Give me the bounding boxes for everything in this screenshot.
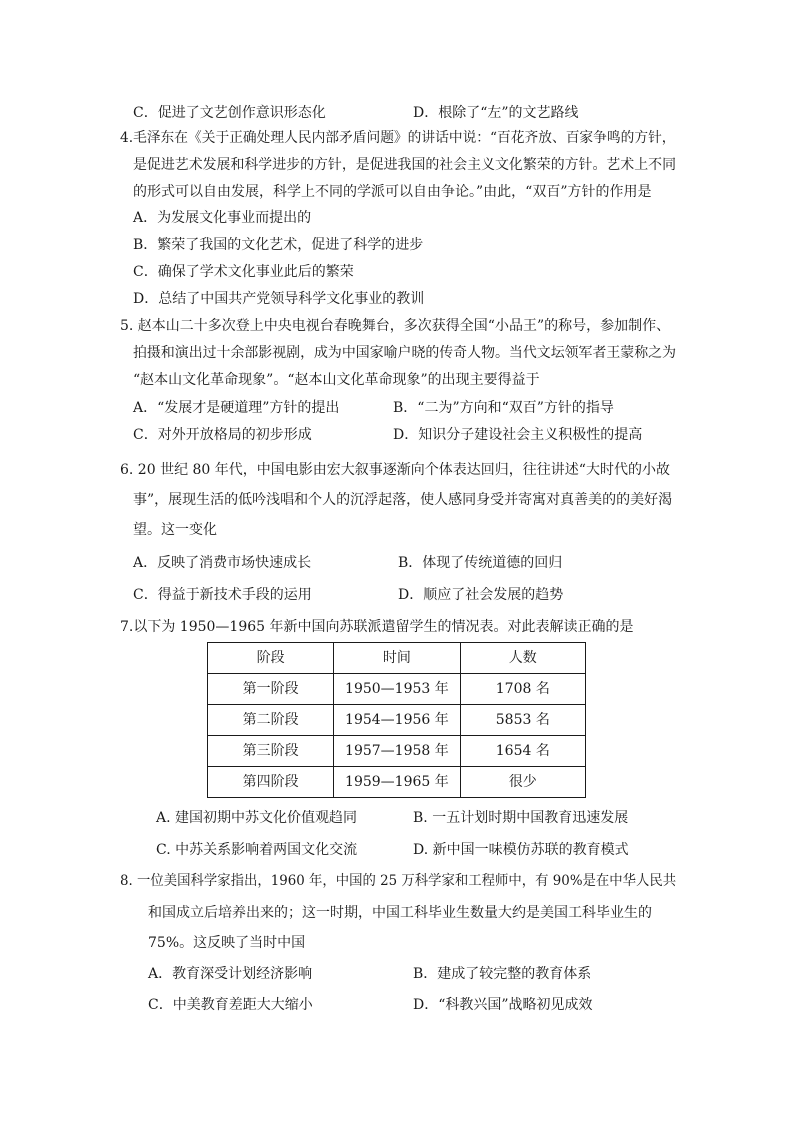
table-cell-period: 1957—1958 年	[334, 736, 460, 767]
q3-option-c: C．促进了文艺创作意识形态化	[133, 105, 326, 121]
table-row	[208, 705, 586, 736]
q8-stem-line-2: 和国成立后培养出来的；这一时期，中国工科毕业生数量大约是美国工科毕业生的	[148, 905, 652, 921]
q6-option-b: B．体现了传统道德的回归	[398, 555, 563, 571]
table-cell-period: 1959—1965 年	[334, 767, 460, 798]
q5-stem-line-1: 5. 赵本山二十多次登上中央电视台春晚舞台，多次获得全国“小品王”的称号，参加制作、	[120, 318, 671, 334]
q7-option-c: C. 中苏关系影响着两国文化交流	[156, 842, 358, 858]
q6-stem-line-2: 事”，展现生活的低吟浅唱和个人的沉浮起落，使人感同身受并寄寓对真善美的的美好渴	[133, 492, 673, 508]
q8-option-c: C．中美教育差距大大缩小	[148, 997, 313, 1013]
q4-option-b: B．繁荣了我国的文化艺术，促进了科学的进步	[133, 237, 424, 253]
q8-stem-line-1: 8. 一位美国科学家指出，1960 年，中国的 25 万科学家和工程师中，有 90%是在中华人民共	[120, 873, 677, 889]
q6-stem-line-3: 望。这一变化	[133, 522, 217, 538]
q5-stem-line-3: “赵本山文化革命现象”。“赵本山文化革命现象”的出现主要得益于	[133, 372, 540, 388]
q4-stem-line-3: 的形式可以自由发展，科学上不同的学派可以自由争论。”由此，“双百”方针的作用是	[133, 184, 652, 200]
table-row	[208, 767, 586, 798]
table-cell-count: 5853 名	[460, 705, 585, 736]
q4-option-c: C．确保了学术文化事业此后的繁荣	[133, 264, 354, 280]
q8-stem-line-3: 75%。这反映了当时中国	[148, 935, 306, 951]
q7-stem: 7.以下为 1950—1965 年新中国向苏联派遣留学生的情况表。对此表解读正确的是	[120, 619, 634, 635]
q4-option-a: A．为发展文化事业而提出的	[133, 210, 312, 226]
table-cell-stage: 第二阶段	[208, 705, 334, 736]
table-cell-stage: 第三阶段	[208, 736, 334, 767]
table-row	[208, 674, 586, 705]
table-header-cell: 时间	[334, 643, 460, 674]
q8-option-b: B．建成了较完整的教育体系	[413, 966, 592, 982]
table-row	[208, 736, 586, 767]
q5-option-b: B．“二为”方向和“双百”方针的指导	[393, 400, 614, 416]
q5-option-d: D．知识分子建设社会主义积极性的提高	[393, 427, 643, 443]
table-cell-count: 1708 名	[460, 674, 585, 705]
table-header-cell: 阶段	[208, 643, 334, 674]
q6-option-a: A．反映了消费市场快速成长	[133, 555, 312, 571]
q7-option-b: B. 一五计划时期中国教育迅速发展	[413, 810, 629, 826]
q8-option-a: A．教育深受计划经济影响	[148, 966, 313, 982]
table-cell-count: 1654 名	[460, 736, 585, 767]
q6-option-d: D．顺应了社会发展的趋势	[398, 587, 564, 603]
table-header-cell: 人数	[460, 643, 585, 674]
table-cell-count: 很少	[460, 767, 585, 798]
table-cell-stage: 第一阶段	[208, 674, 334, 705]
q5-stem-line-2: 拍摄和演出过十余部影视剧，成为中国家喻户晓的传奇人物。当代文坛领军者王蒙称之为	[133, 345, 676, 361]
study-abroad-table	[207, 642, 586, 798]
q7-option-a: A. 建国初期中苏文化价值观趋同	[156, 810, 358, 826]
table-cell-stage: 第四阶段	[208, 767, 334, 798]
table-cell-period: 1950—1953 年	[334, 674, 460, 705]
q6-stem-line-1: 6. 20 世纪 80 年代，中国电影由宏大叙事逐渐向个体表达回归，往往讲述“大时代的小故	[120, 462, 670, 478]
q5-option-c: C．对外开放格局的初步形成	[133, 427, 312, 443]
q7-option-d: D. 新中国一味模仿苏联的教育模式	[413, 842, 629, 858]
table-cell-period: 1954—1956 年	[334, 705, 460, 736]
q8-option-d: D．“科教兴国”战略初见成效	[413, 997, 593, 1013]
q4-option-d: D．总结了中国共产党领导科学文化事业的教训	[133, 291, 425, 307]
q4-stem-line-1: 4.毛泽东在《关于正确处理人民内部矛盾问题》的讲话中说：“百花齐放、百家争鸣的方针，	[120, 130, 676, 146]
q6-option-c: C．得益于新技术手段的运用	[133, 587, 312, 603]
table-header-row	[208, 643, 586, 674]
q5-option-a: A．“发展才是硬道理”方针的提出	[133, 400, 340, 416]
q3-option-d: D．根除了“左”的文艺路线	[413, 105, 579, 121]
q4-stem-line-2: 是促进艺术发展和科学进步的方针，是促进我国的社会主义文化繁荣的方针。艺术上不同	[133, 157, 676, 173]
